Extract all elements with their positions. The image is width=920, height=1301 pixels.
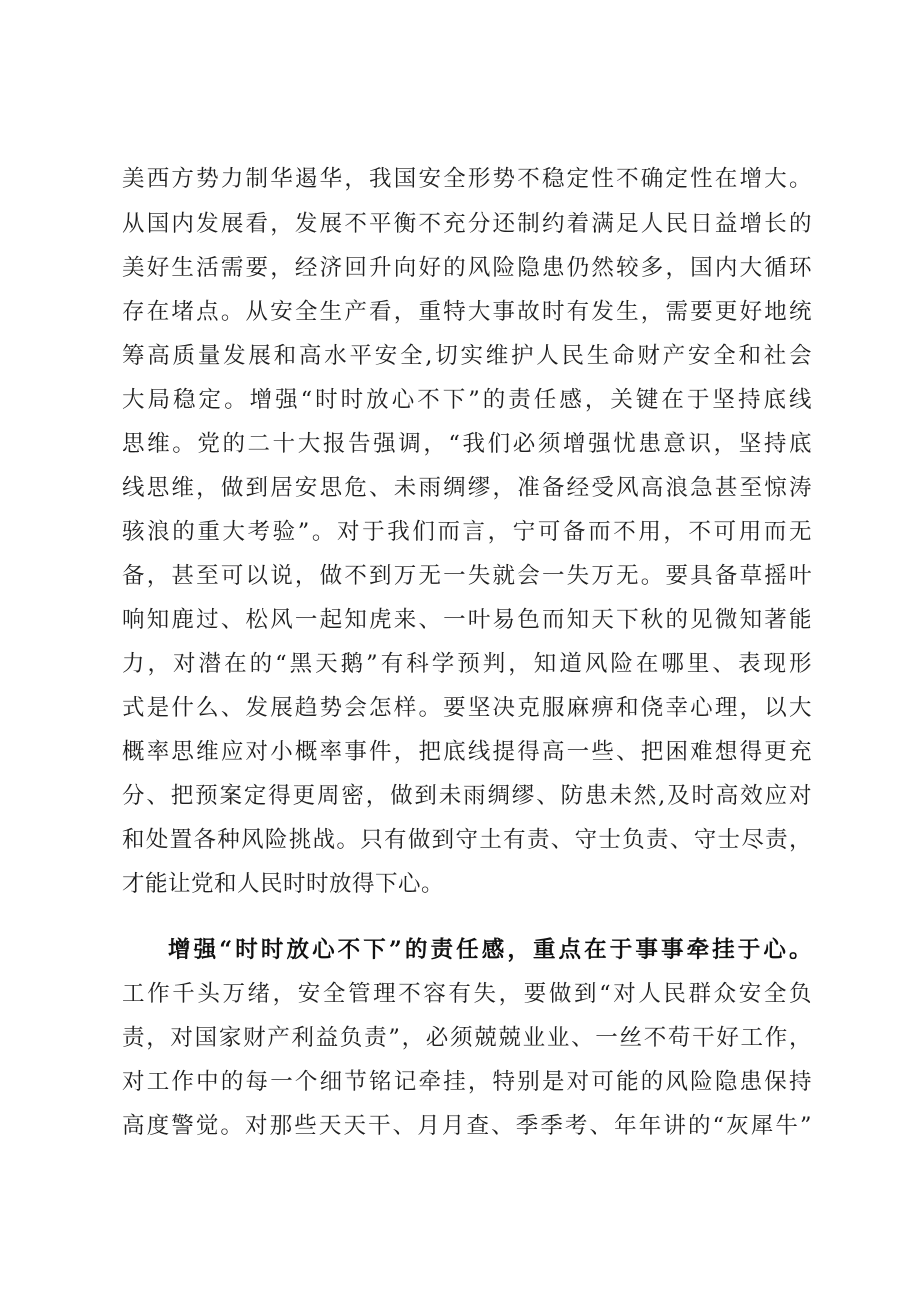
text-line: 线思维，做到居安思危、未雨绸缪，准备经受风高浪急甚至惊涛	[122, 475, 812, 501]
text-line: 力，对潜在的“黑天鹅”有科学预判，知道风险在哪里、表现形	[122, 651, 812, 677]
text-line: 思维。党的二十大报告强调，“我们必须增强忧患意识，坚持底	[122, 431, 812, 457]
text-line: 责，对国家财产利益负责”，必须兢兢业业、一丝不苟干好工作，	[122, 1025, 812, 1051]
text-line: 筹高质量发展和高水平安全,切实维护人民生命财产安全和社会	[122, 343, 812, 369]
text-line: 式是什么、发展趋势会怎样。要坚决克服麻痹和侥幸心理，以大	[122, 695, 812, 721]
text-line: 才能让党和人民时时放得下心。	[122, 871, 445, 897]
section-heading: 增强“时时放心不下”的责任感，重点在于事事牵挂于心。	[168, 937, 812, 963]
text-line: 美好生活需要，经济回升向好的风险隐患仍然较多，国内大循环	[122, 255, 812, 281]
text-line: 美西方势力制华遏华，我国安全形势不稳定性不确定性在增大。	[122, 166, 812, 192]
text-line: 概率思维应对小概率事件，把底线提得高一些、把困难想得更充	[122, 739, 812, 765]
text-line: 骇浪的重大考验”。对于我们而言，宁可备而不用，不可用而无	[122, 519, 812, 545]
text-line: 大局稳定。增强“时时放心不下”的责任感，关键在于坚持底线	[122, 387, 812, 413]
text-line: 存在堵点。从安全生产看，重特大事故时有发生，需要更好地统	[122, 299, 812, 325]
text-line: 从国内发展看，发展不平衡不充分还制约着满足人民日益增长的	[122, 211, 812, 237]
text-line: 分、把预案定得更周密，做到未雨绸缪、防患未然,及时高效应对	[122, 783, 812, 809]
text-line: 响知鹿过、松风一起知虎来、一叶易色而知天下秋的见微知著能	[122, 607, 812, 633]
text-line: 工作千头万绪，安全管理不容有失，要做到“对人民群众安全负	[122, 981, 812, 1007]
text-line: 对工作中的每一个细节铭记牵挂，特别是对可能的风险隐患保持	[122, 1069, 812, 1095]
text-line: 和处置各种风险挑战。只有做到守土有责、守士负责、守士尽责，	[122, 827, 812, 853]
text-line: 高度警觉。对那些天天干、月月查、季季考、年年讲的“灰犀牛”	[122, 1113, 812, 1139]
text-line: 备，甚至可以说，做不到万无一失就会一失万无。要具备草摇叶	[122, 563, 812, 589]
